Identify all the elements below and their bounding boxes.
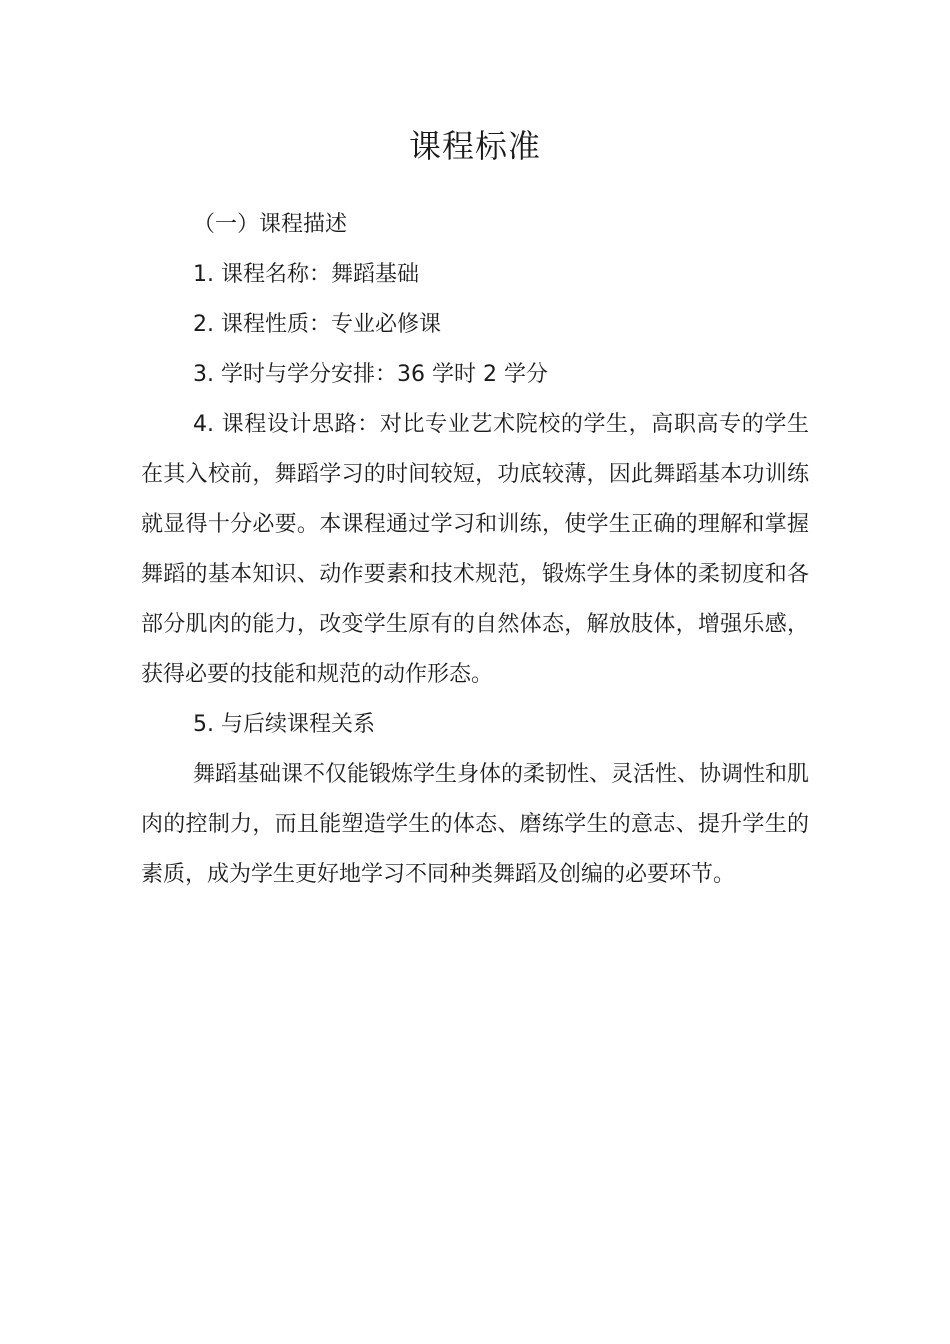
item-hours-credits: 3. 学时与学分安排：36 学时 2 学分 [193, 362, 548, 387]
document-title: 课程标准 [408, 127, 541, 166]
item-design-rationale: 4. 课程设计思路：对比专业艺术院校的学生，高职高专的学生在其入校前，舞蹈学习的时间较短，功底较薄，因此舞蹈基本功训练就显得十分必要。本课程通过学习和训练，使学生正确的理解和掌握舞蹈的基本知识、动作要素和技术规范，锻炼学生身体的柔韧度和各部分肌肉的能力，改变学生原有的自然体态，解放肢体，增强乐感，获得必要的技能和规范的动作形态。 [141, 412, 809, 687]
item-course-nature: 2. 课程性质：专业必修课 [193, 312, 441, 337]
item-course-name: 1. 课程名称：舞蹈基础 [193, 262, 419, 287]
item-follow-up-text: 舞蹈基础课不仅能锻炼学生身体的柔韧性、灵活性、协调性和肌肉的控制力，而且能塑造学生的体态、磨练学生的意志、提升学生的素质，成为学生更好地学习不同种类舞蹈及创编的必要环节。 [141, 762, 810, 887]
section-heading: （一）课程描述 [193, 212, 348, 237]
item-follow-up-heading: 5. 与后续课程关系 [193, 712, 375, 737]
document-body [141, 200, 809, 900]
